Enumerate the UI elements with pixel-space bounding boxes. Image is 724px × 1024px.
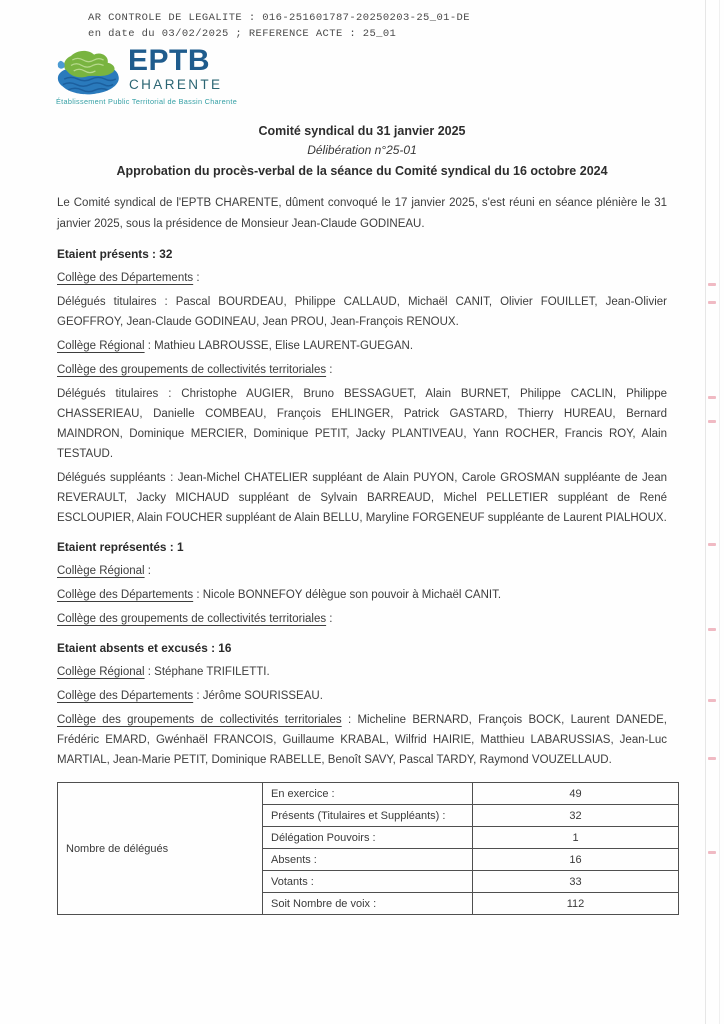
scan-artifact [708,543,716,546]
college-label: Collège des Départements [57,690,194,702]
logo-tagline: Établissement Public Territorial de Bassin Charente [56,97,238,106]
college-rest: : Jérôme SOURISSEAU. [193,690,323,702]
table-row-header: Nombre de délégués [58,783,263,915]
table-label: Absents : [263,849,473,871]
presents-college-departements [57,268,667,288]
scan-artifact [708,301,716,304]
absents-college-departements [57,686,667,706]
college-rest: : [193,272,200,284]
college-rest: : Mathieu LABROUSSE, Elise LAURENT-GUEGAN. [144,340,414,352]
table-value: 32 [473,805,679,827]
basin-map-icon [56,50,124,100]
college-label: Collège des groupements de collectivités territoriales [57,714,342,726]
presents-college-groupements [57,360,667,380]
scan-artifact [708,851,716,854]
deliberation-subject: Approbation du procès-verbal de la séance du Comité syndical du 16 octobre 2024 [116,164,608,178]
ar-control-header [88,10,724,42]
scan-artifact [708,420,716,423]
table-value: 1 [473,827,679,849]
table-label: Soit Nombre de voix : [263,893,473,915]
document-title-block [0,124,724,178]
logo-brand-text: EPTB [128,44,211,77]
delegates-count-table [57,782,679,915]
table-row [58,783,679,805]
representes-college-groupements [57,609,667,629]
table-value: 112 [473,893,679,915]
scan-artifact [708,757,716,760]
presents-groupements-titulaires: Délégués titulaires : Christophe AUGIER, Bruno BESSAGUET, Alain BURNET, Philippe CACLIN, Philippe CHASSERIEAU, Danielle COMBEAU, François EHLINGER, Patrick GASTARD, Thierry HUREAU, Bernard MAINDRON, Dominique MERCIER, Dominique PETIT, Jacky PLANTIVEAU, Yann ROCHER, Francis ROY, Alain TESTAUD. [57,388,667,460]
presents-college-regional [57,336,667,356]
scan-edge-line [719,0,720,1024]
intro-paragraph: Le Comité syndical de l'EPTB CHARENTE, dûment convoqué le 17 janvier 2025, s'est réuni en séance plénière le 31 janvier 2025, sous la présidence de Monsieur Jean-Claude GODINEAU. [57,197,667,230]
college-rest: : Nicole BONNEFOY délègue son pouvoir à Michaël CANIT. [193,589,502,601]
college-label: Collège Régional [57,666,145,678]
table-label: En exercice : [263,783,473,805]
table-value: 49 [473,783,679,805]
scan-artifact [708,396,716,399]
logo-brand-subtext: CHARENTE [129,77,223,92]
absents-college-groupements [57,710,667,770]
college-label: Collège des groupements de collectivités territoriales [57,613,327,625]
college-label: Collège des Départements [57,589,194,601]
college-rest: : [326,613,333,625]
table-label: Présents (Titulaires et Suppléants) : [263,805,473,827]
absents-college-regional [57,662,667,682]
ar-control-line1: AR CONTROLE DE LEGALITE : 016-251601787-20250203-25_01-DE [88,12,470,24]
presents-groupements-suppleants: Délégués suppléants : Jean-Michel CHATELIER suppléant de Alain PUYON, Carole GROSMAN suppléante de Jean REVERAULT, Jacky MICHAUD suppléant de Sylvain BARREAUD, Michel PELLETIER suppléant de René ESCLOUPIER, Alain FOUCHER suppléant de Alain BELLU, Maryline FORGENEUF suppléante de Laurent PIALHOUX. [57,472,667,524]
scan-artifact [708,628,716,631]
college-rest: : Micheline BERNARD, François BOCK, Laurent DANEDE, Frédéric EMARD, Gwénhaël FRANCOIS, Guillaume KRABAL, Wilfrid HAIRIE, Matthieu LABARUSSIAS, Jean-Luc MARTIAL, Jean-Marie PETIT, Dominique RABELLE, Benoît SAVY, Pascal TARDY, Raymond VOUZELLAUD. [57,714,667,766]
table-label: Votants : [263,871,473,893]
document-body [57,193,667,770]
scan-artifact [708,699,716,702]
scan-artifact [708,283,716,286]
meeting-title: Comité syndical du 31 janvier 2025 [258,124,466,138]
table-label: Délégation Pouvoirs : [263,827,473,849]
college-label: Collège des Départements [57,272,194,284]
presents-departements-titulaires: Délégués titulaires : Pascal BOURDEAU, Philippe CALLAUD, Michaël CANIT, Olivier FOUILLET, Jean-Olivier GEOFFROY, Jean-Claude GODINEAU, Jean PROU, Jean-François RENOUX. [57,296,667,328]
deliberation-number: Délibération n°25-01 [307,143,417,157]
representes-college-regional [57,561,667,581]
ar-control-line2: en date du 03/02/2025 ; REFERENCE ACTE : 25_01 [88,28,397,40]
representes-college-departements [57,585,667,605]
table-value: 16 [473,849,679,871]
college-rest: : [144,565,151,577]
college-label: Collège Régional [57,340,145,352]
table-value: 33 [473,871,679,893]
representes-heading: Etaient représentés : 1 [57,540,184,554]
college-label: Collège des groupements de collectivités territoriales [57,364,327,376]
college-label: Collège Régional [57,565,145,577]
presents-heading: Etaient présents : 32 [57,247,173,261]
absents-heading: Etaient absents et excusés : 16 [57,641,232,655]
eptb-charente-logo [56,44,456,108]
college-rest: : [326,364,333,376]
college-rest: : Stéphane TRIFILETTI. [144,666,270,678]
scan-edge-line [705,0,706,1024]
